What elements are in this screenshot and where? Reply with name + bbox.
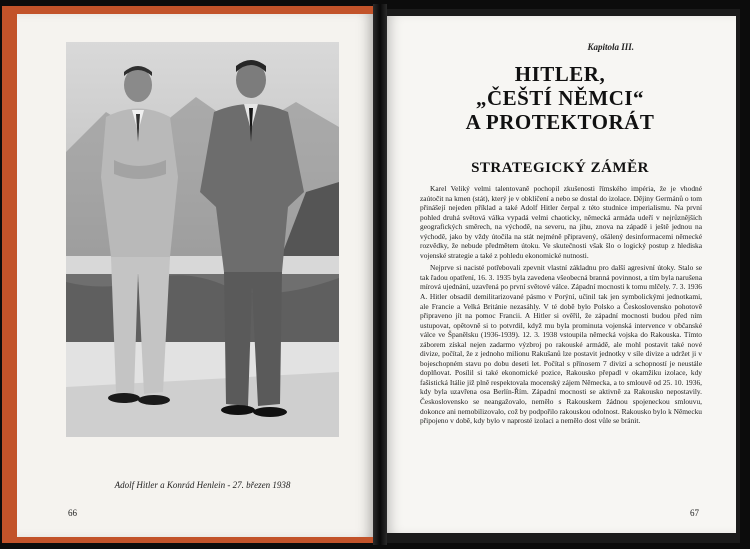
chapter-title-line: HITLER,	[514, 62, 606, 86]
page-number-right: 67	[690, 508, 699, 518]
body-text	[420, 184, 702, 426]
photo-caption: Adolf Hitler a Konrád Henlein - 27. březen 1938	[114, 480, 291, 490]
photo-illustration	[66, 42, 339, 437]
chapter-title	[410, 62, 710, 134]
page-number-left: 66	[68, 508, 77, 518]
section-heading: STRATEGICKÝ ZÁMĚR	[471, 160, 649, 176]
chapter-label: Kapitola III.	[587, 42, 634, 52]
paragraph: Karel Veliký velmi talentovaně pochopil zkušenosti římského impéria, že je vhodné zaútočit na kmen (stát), který je v obklíčení a nebo se dostal do izolace. Dějiny Germánů o tom přinášejí nejeden příklad a také Adolf Hitler čerpal z této studnice imperialismu. Na první pohled druhá světová válka vypadá velmi chaoticky, německá armáda udeří v nejrůznějších geografických směrech, na východě, na severu, na jihu, znova na západě i ještě jednou na východě, jako by vždy útočila na stát nejméně připravený, ošálený desinformacemi německé rozvědky, že nebude předmětem útoku. Ve skutečnosti však šlo o logický postup z hlediska vojenské strategie a také z pohledu ekonomické nutnosti.	[420, 184, 702, 260]
paragraph: Nejprve si nacisté potřebovali zpevnit vlastní základnu pro další agresivní útoky. Stalo se tak řadou opatření, 16. 3. 1935 byla zavedena všeobecná branná povinnost, a tím byla narušena mírová ujednání, uzavřená po první světové válce. Západní mocnosti k tomu mlčely. 7. 3. 1936 A. Hitler obsadil demilitarizované pásmo v Porýní, učinil tak jen symbolickými jednotkami, ale Francie a Velká Británie nezasáhly. V té době bylo Polsko a Československo pohotově připraveno jít na pomoc Francii. A Hitler si ověřil, že západní mocnosti budou před ním ustupovat, opětovně si to potvrdil, když mu byla prominuta vojenská intervence v občanské válce ve Španělsku (1936-1939). 12. 3. 1938 vstoupila německá vojska do Rakouska. Tímto záborem získal nejen zadarmo výzbroj po rakouské armádě, ale mohl postavit také nové divize, počítal, že z jednoho milionu Rakušanů lze postavit jednotky v síle divize a udržet ji v bojeschopném stavu po dobu deseti let. Počítal s přínosem 7 divizí a schopností je neustále doplňovat. Posílil si také ekonomické pozice, Rakousko přepadl v okamžiku izolace, kdy fašistická Itálie již plně respektovala mocenský zájem Německa, a to smlouvě od 25. 10. 1936, kdy byla uzavřena osa Berlín-Řím. Západní mocnosti se aktivně za Rakousko nepostavily. Československo se neangažovalo, nemělo s Rakouskem žádnou spojeneckou smlouvu, dokonce ani nemobilizovalo, což by podpořilo rakouskou odolnost. Rakousko bylo k Německu připojeno v době, kdy bylo v naprosté izolaci a nemělo dost vůle se bránit.	[420, 263, 702, 426]
chapter-title-line: „ČEŠTÍ NĚMCI“	[475, 86, 645, 110]
chapter-title-line: A PROTEKTORÁT	[465, 110, 655, 134]
book-gutter	[373, 4, 387, 545]
historical-photo	[66, 42, 339, 437]
